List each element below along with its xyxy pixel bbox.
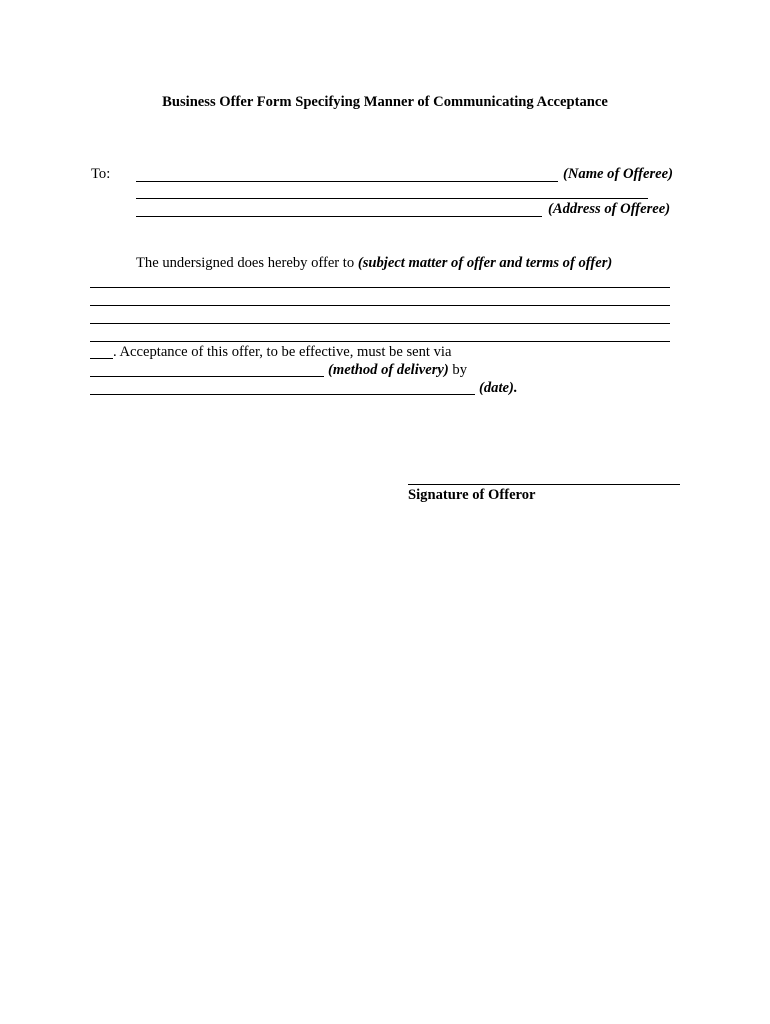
offeree-address-line-1[interactable] [136,198,648,199]
subject-matter-line-4[interactable] [90,341,670,342]
acceptance-short-blank[interactable] [90,358,113,359]
signature-line[interactable] [408,484,680,485]
subject-matter-line-2[interactable] [90,305,670,306]
signature-of-offeror-label: Signature of Offeror [408,487,536,503]
date-label: (date). [479,380,518,396]
offeree-name-line[interactable] [136,181,558,182]
method-line-text [328,362,467,379]
method-of-delivery-line[interactable] [90,376,324,377]
acceptance-text: . Acceptance of this offer, to be effective, must be sent via [113,344,452,360]
method-of-delivery-label: (method of delivery) [328,362,449,378]
offer-intro-line [136,255,612,272]
date-line[interactable] [90,394,475,395]
offer-intro-text: The undersigned does hereby offer to [136,255,355,271]
to-label: To: [91,166,111,182]
offeree-address-line-2[interactable] [136,216,542,217]
by-word: by [452,362,468,378]
subject-matter-line-3[interactable] [90,323,670,324]
name-of-offeree-label: (Name of Offeree) [563,166,673,182]
subject-matter-line-1[interactable] [90,287,670,288]
subject-matter-label: (subject matter of offer and terms of offer) [357,255,613,271]
address-of-offeree-label: (Address of Offeree) [548,201,671,217]
document-title: Business Offer Form Specifying Manner of Communicating Acceptance [162,94,608,110]
